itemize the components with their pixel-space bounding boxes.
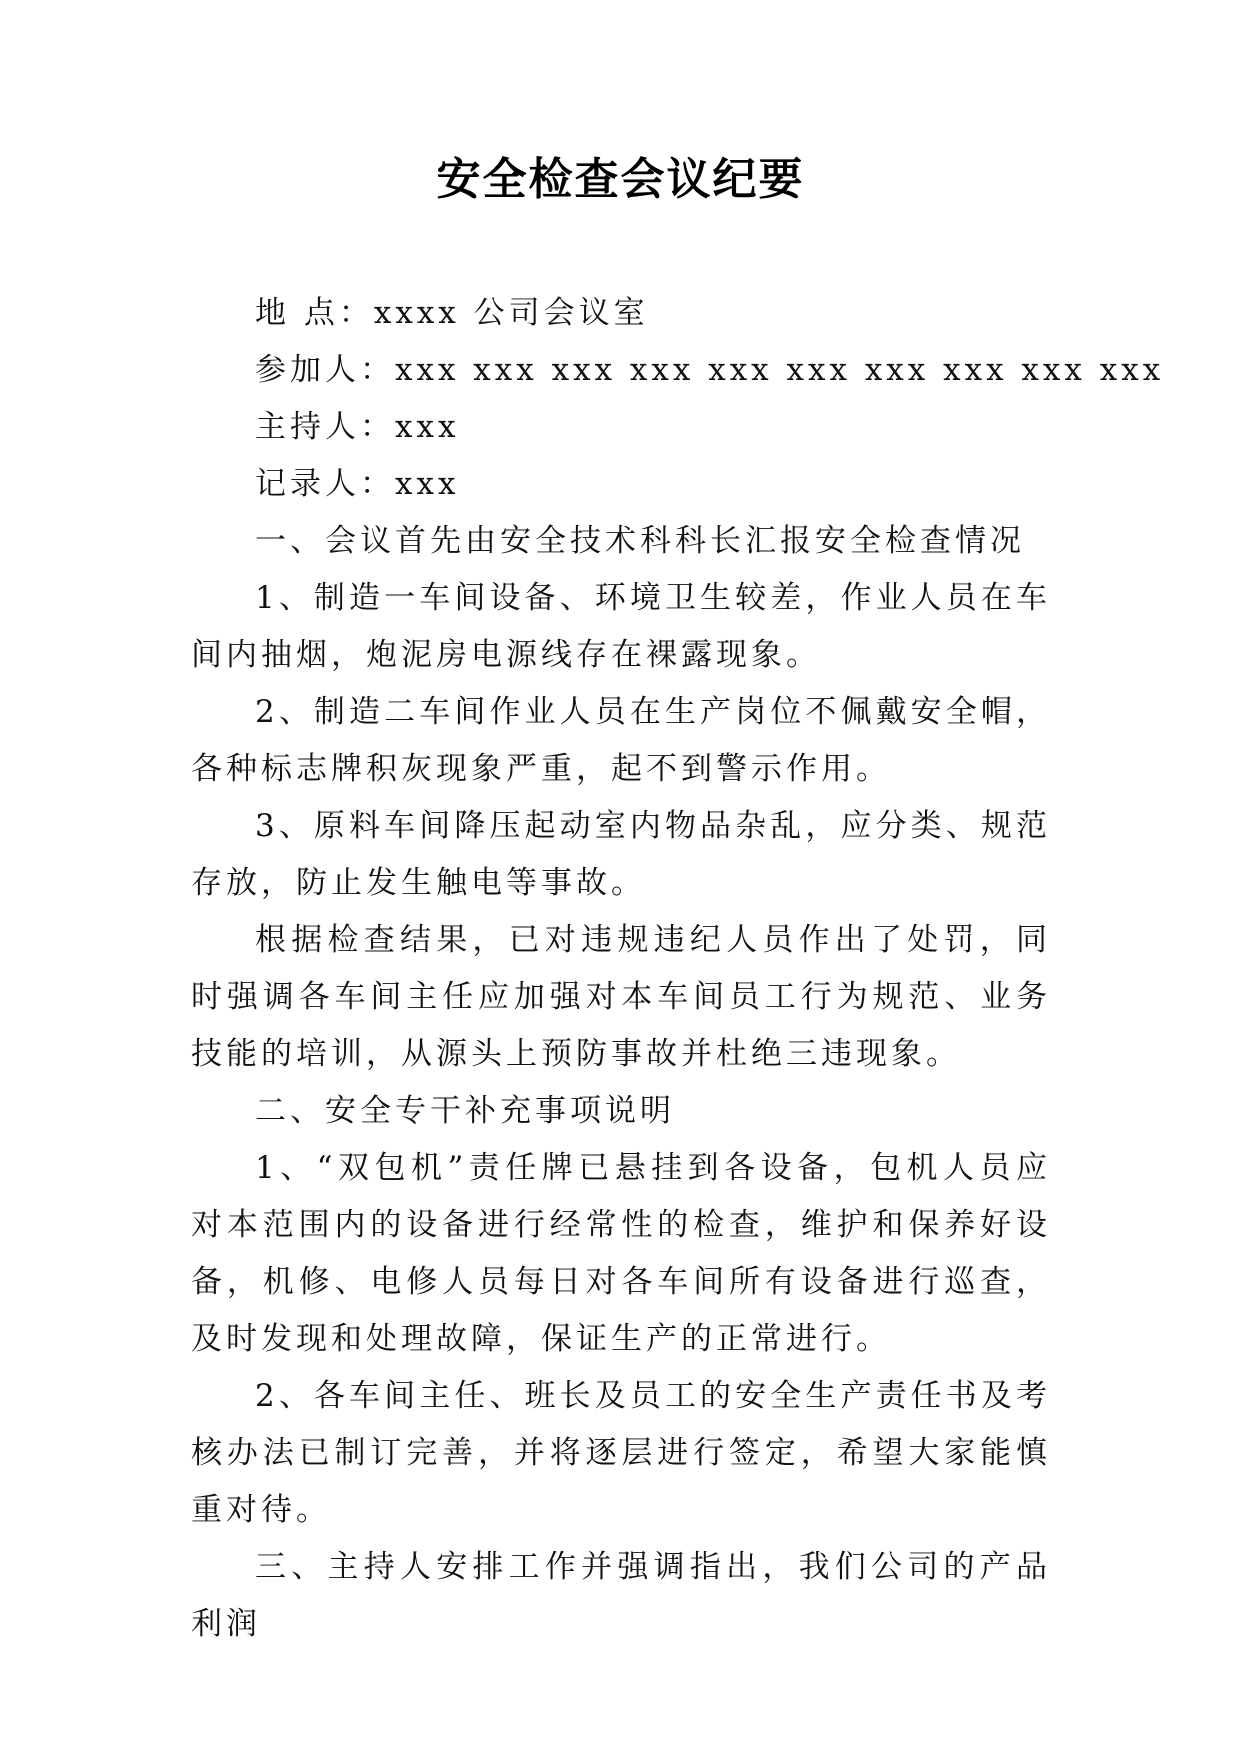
attendees-value: xxx xxx xxx xxx xxx xxx xxx xxx xxx xxx (395, 352, 1165, 388)
location-value: xxxx 公司会议室 (373, 295, 649, 331)
host-line (191, 399, 1051, 456)
paragraph-item-2-1: 1、“双包机”责任牌已悬挂到各设备，包机人员应对本范围内的设备进行经常性的检查，维护和保养好设备，机修、电修人员每日对各车间所有设备进行巡查，及时发现和处理故障，保证生产的正常进行。 (191, 1150, 1051, 1357)
attendees-line (191, 342, 1165, 399)
location-label: 地 点： (255, 295, 374, 331)
host-value: xxx (395, 409, 460, 445)
section-heading-3: 三、主持人安排工作并强调指出，我们公司的产品利润 (191, 1549, 1051, 1642)
paragraph-item-1-2: 2、制造二车间作业人员在生产岗位不佩戴安全帽，各种标志牌积灰现象严重，起不到警示作用。 (191, 694, 1051, 787)
host-label: 主持人： (255, 409, 395, 445)
paragraph-item-2-2: 2、各车间主任、班长及员工的安全生产责任书及考核办法已制订完善，并将逐层进行签定，希望大家能慎重对待。 (191, 1378, 1051, 1528)
attendees-label: 参加人： (255, 352, 395, 388)
paragraph-item-1-3: 3、原料车间降压起动室内物品杂乱，应分类、规范存放，防止发生触电等事故。 (191, 808, 1051, 901)
recorder-label: 记录人： (255, 466, 395, 502)
paragraph-summary: 根据检查结果，已对违规违纪人员作出了处罚，同时强调各车间主任应加强对本车间员工行为规范、业务技能的培训，从源头上预防事故并杜绝三违现象。 (191, 922, 1051, 1072)
recorder-line (191, 456, 1051, 513)
location-line (191, 285, 1051, 342)
section-heading-2: 二、安全专干补充事项说明 (255, 1093, 675, 1129)
section-heading-1: 一、会议首先由安全技术科科长汇报安全检查情况 (255, 523, 1025, 559)
document-title: 安全检查会议纪要 (436, 154, 805, 205)
paragraph-item-1-1: 1、制造一车间设备、环境卫生较差，作业人员在车间内抽烟，炮泥房电源线存在裸露现象。 (191, 580, 1051, 673)
document-body (191, 285, 1165, 1653)
recorder-value: xxx (395, 466, 460, 502)
